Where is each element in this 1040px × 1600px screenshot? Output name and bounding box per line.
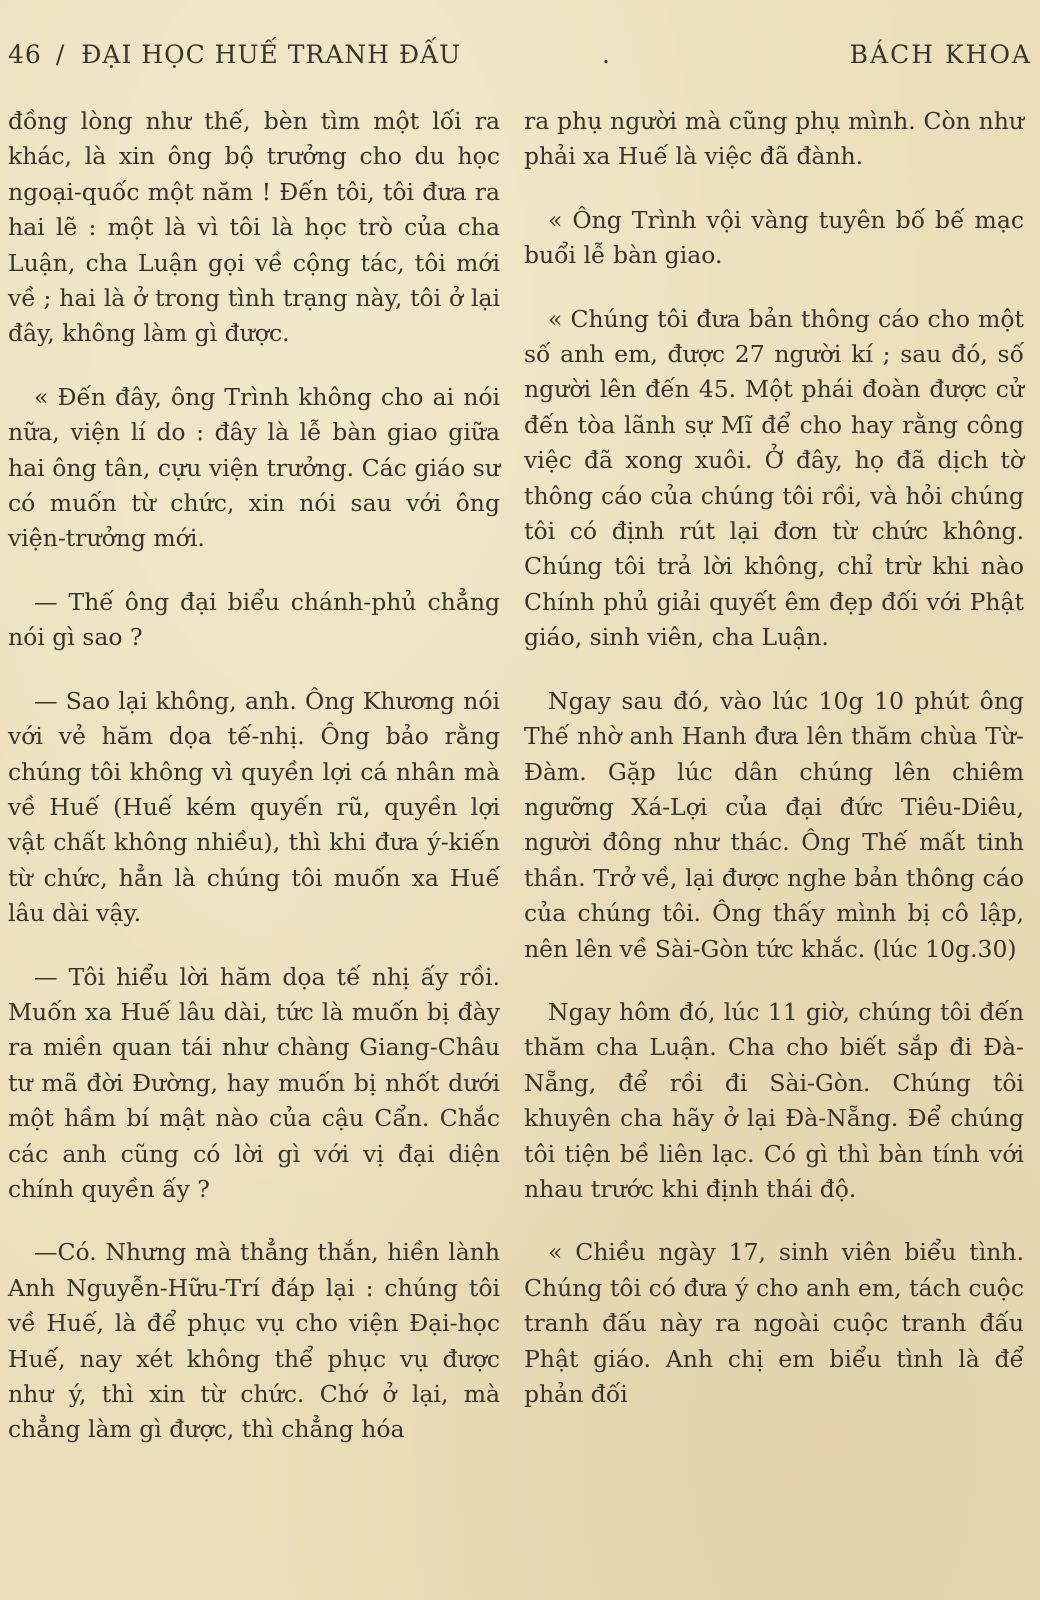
right-paragraph-2: « Ông Trình vội vàng tuyên bố bế mạc buổi lễ bàn giao. <box>524 205 1024 270</box>
right-paragraph-1: ra phụ người mà cũng phụ mình. Còn như phải xa Huế là việc đã đành. <box>524 107 1024 171</box>
magazine-name: BÁCH KHOA <box>849 40 1032 69</box>
left-paragraph-4: — Sao lại không, anh. Ông Khương nói với vẻ hăm dọa tế-nhị. Ông bảo rằng chúng tôi không vì quyền lợi cá nhân mà về Huế (Huế kém quyến rũ, quyền lợi vật chất không nhiều), thì khi đưa ý-kiến từ chức, hẳn là chúng tôi muốn xa Huế lâu dài vậy. <box>8 686 500 928</box>
right-column <box>524 104 1024 1440</box>
article-title: ĐẠI HỌC HUẾ TRANH ĐẤU <box>81 40 462 69</box>
left-paragraph-5: — Tôi hiểu lời hăm dọa tế nhị ấy rồi. Muốn xa Huế lâu dài, tức là muốn bị đày ra miền quan tái như chàng Giang-Châu tư mã đời Đường, hay muốn bị nhốt dưới một hầm bí mật nào của cậu Cẩn. Chắc các anh cũng có lời gì với vị đại diện chính quyền ấy ? <box>8 962 500 1203</box>
left-paragraph-1: đồng lòng như thế, bèn tìm một lối ra khác, là xin ông bộ trưởng cho du học ngoại-quốc một năm ! Đến tôi, tôi đưa ra hai lẽ : một là vì tôi là học trò của cha Luận, cha Luận gọi về cộng tác, tôi mới về ; hai là ở trong tình trạng này, tôi ở lại đây, không làm gì được. <box>8 107 500 348</box>
left-paragraph-3: — Thế ông đại biểu chánh-phủ chẳng nói gì sao ? <box>8 587 500 652</box>
right-paragraph-4: Ngay sau đó, vào lúc 10g 10 phút ông Thế nhờ anh Hanh đưa lên thăm chùa Từ-Đàm. Gặp lúc dân chúng lên chiêm ngưỡng Xá-Lợi của đại đức Tiêu-Diêu, người đông như thác. Ông Thế mất tinh thần. Trở về, lại được nghe bản thông cáo của chúng tôi. Ông thấy mình bị cô lập, nên lên về Sài-Gòn tức khắc. (lúc 10g.30) <box>524 686 1024 963</box>
right-paragraph-3: « Chúng tôi đưa bản thông cáo cho một số anh em, được 27 người kí ; sau đó, số người lên đến 45. Một phái đoàn được cử đến tòa lãnh sự Mĩ để cho hay rằng công việc đã xong xuôi. Ở đây, họ đã dịch tờ thông cáo của chúng tôi rồi, và hỏi chúng tôi có định rút lại đơn từ chức không. Chúng tôi trả lời không, chỉ trừ khi nào Chính phủ giải quyết êm đẹp đối với Phật giáo, sinh viên, cha Luận. <box>524 304 1024 652</box>
header-dot: . <box>602 40 611 69</box>
header-left <box>8 40 461 69</box>
page-number: 46 <box>8 40 42 69</box>
header-separator: / <box>55 40 66 69</box>
right-paragraph-5: Ngay hôm đó, lúc 11 giờ, chúng tôi đến thăm cha Luận. Cha cho biết sắp đi Đà-Nẵng, để rồi đi Sài-Gòn. Chúng tôi khuyên cha hãy ở lại Đà-Nẵng. Để chúng tôi tiện bề liên lạc. Có gì thì bàn tính với nhau trước khi định thái độ. <box>524 997 1024 1203</box>
right-paragraph-6: « Chiều ngày 17, sinh viên biểu tình. Chúng tôi có đưa ý cho anh em, tách cuộc tranh đấu này ra ngoài cuộc tranh đấu Phật giáo. Anh chị em biểu tình là để phản đối <box>524 1238 1024 1408</box>
left-paragraph-2: « Đến đây, ông Trình không cho ai nói nữa, viện lí do : đây là lễ bàn giao giữa hai ông tân, cựu viện trưởng. Các giáo sư có muốn từ chức, xin nói sau với ông viện-trưởng mới. <box>8 382 500 553</box>
running-header <box>8 40 1032 80</box>
left-paragraph-6: —Có. Nhưng mà thẳng thắn, hiền lành Anh Nguyễn-Hữu-Trí đáp lại : chúng tôi về Huế, là để phục vụ cho viện Đại-học Huế, nay xét không thể phục vụ được như ý, thì xin từ chức. Chớ ở lại, mà chẳng làm gì được, thì chẳng hóa <box>8 1238 500 1444</box>
left-column <box>8 104 500 1476</box>
